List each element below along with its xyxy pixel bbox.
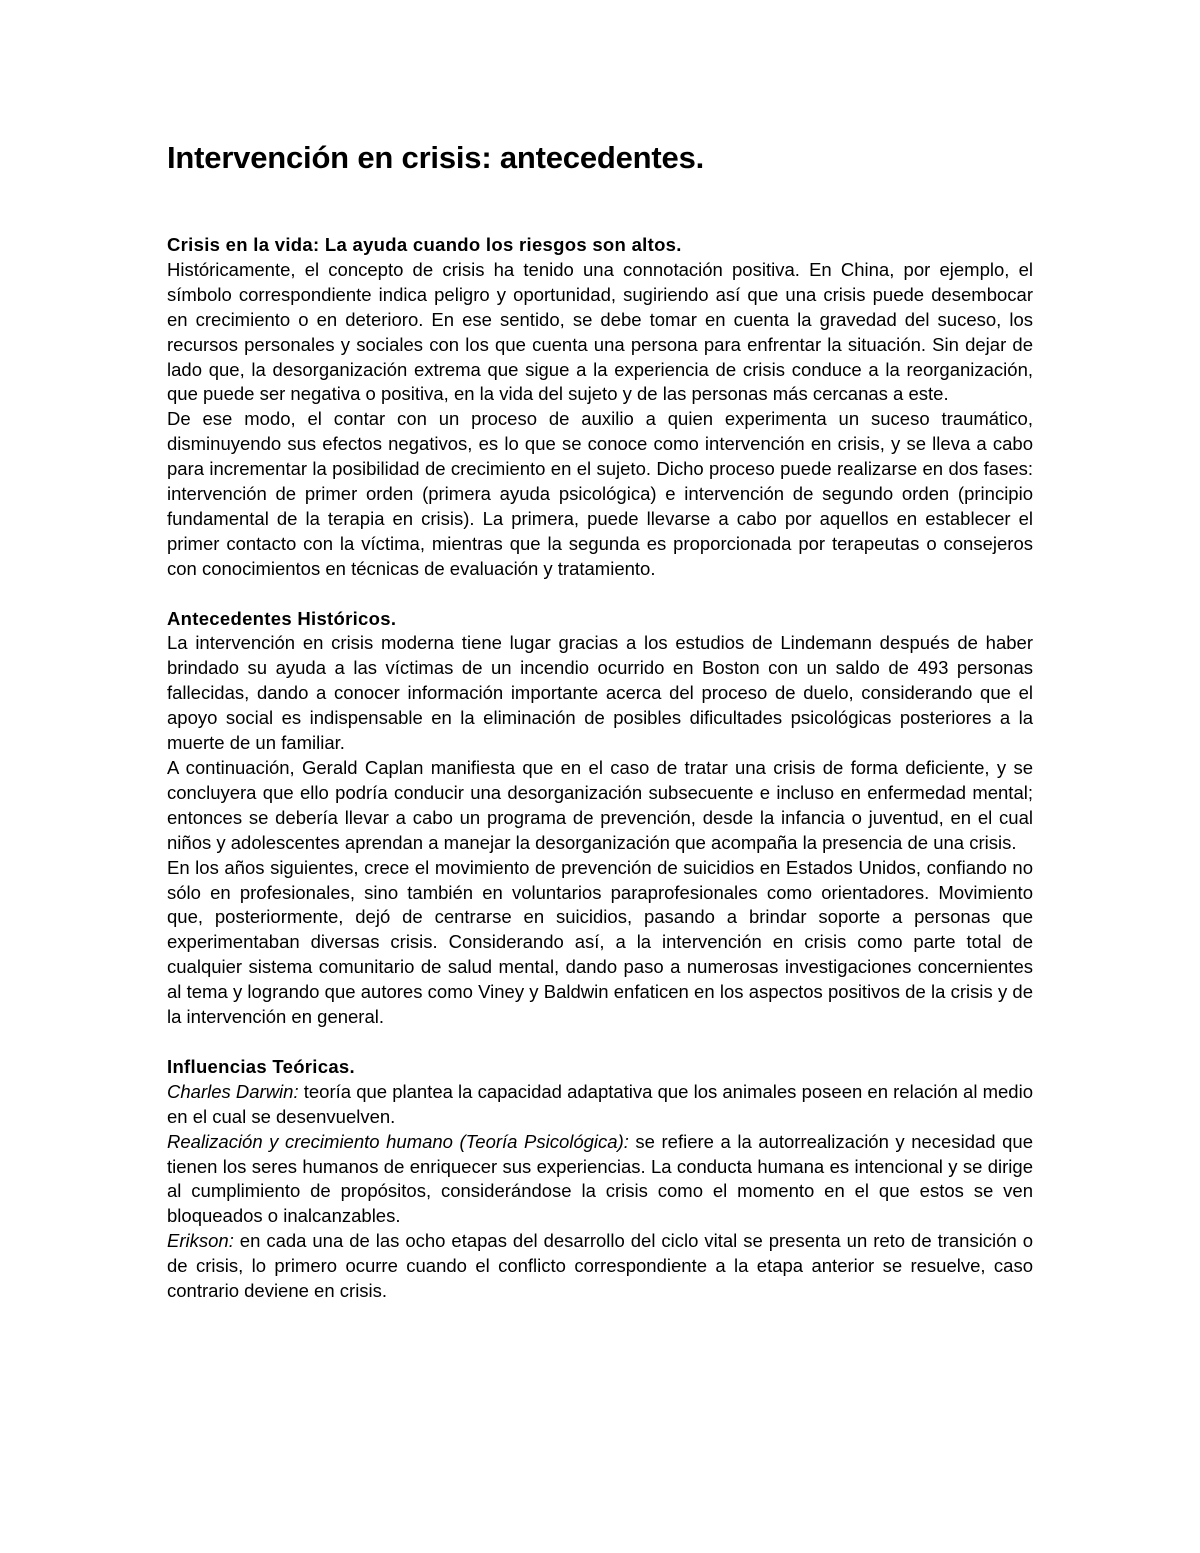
- influence-term: Realización y crecimiento humano (Teoría Psicológica):: [167, 1130, 629, 1152]
- paragraph: A continuación, Gerald Caplan manifiesta que en el caso de tratar una crisis de forma deficiente, y se concluyera que ello podría conducir una desorganización subsecuente e incluso en enfermedad mental; entonces se debería llevar a cabo un programa de prevención, desde la infancia o juventud, en el cual niños y adolescentes aprendan a manejar la desorganización que acompaña la presencia de una crisis.: [167, 757, 1033, 853]
- section-heading: Crisis en la vida: La ayuda cuando los riesgos son altos.: [167, 234, 682, 255]
- influence-description: en cada una de las ocho etapas del desarrollo del ciclo vital se presenta un reto de transición o de crisis, lo primero ocurre cuando el conflicto correspondiente a la etapa anterior se resuelve, caso contrario deviene en crisis.: [167, 1230, 1033, 1302]
- section-influencias-teoricas: [167, 1055, 1033, 1304]
- section-heading: Antecedentes Históricos.: [167, 607, 397, 629]
- paragraph: En los años siguientes, crece el movimiento de prevención de suicidios en Estados Unidos, confiando no sólo en profesionales, sino también en voluntarios paraprofesionales como orientadores. Movimiento que, posteriormente, dejó de centrarse en suicidios, pasando a brindar soporte a personas que experimentaban diversas crisis. Considerando así, a la intervención en crisis como parte total de cualquier sistema comunitario de salud mental, dando paso a numerosas investigaciones concernientes al tema y logrando que autores como Viney y Baldwin enfaticen en los aspectos positivos de la crisis y de la intervención en general.: [167, 856, 1033, 1028]
- paragraph: De ese modo, el contar con un proceso de auxilio a quien experimenta un suceso traumático, disminuyendo sus efectos negativos, es lo que se conoce como intervención en crisis, y se lleva a cabo para incrementar la posibilidad de crecimiento en el sujeto. Dicho proceso puede realizarse en dos fases: intervención de primer orden (primera ayuda psicológica) e intervención de segundo orden (principio fundamental de la terapia en crisis). La primera, puede llevarse a cabo por aquellos en establecer el primer contacto con la víctima, mientras que la segunda es proporcionada por terapeutas o consejeros con conocimientos en técnicas de evaluación y tratamiento.: [167, 408, 1033, 579]
- paragraph: Históricamente, el concepto de crisis ha tenido una connotación positiva. En China, por ejemplo, el símbolo correspondiente indica peligro y oportunidad, sugiriendo así que una crisis puede desembocar en crecimiento o en deterioro. En ese sentido, se debe tomar en cuenta la gravedad del suceso, los recursos personales y sociales con los que cuenta una persona para enfrentar la situación. Sin dejar de lado que, la desorganización extrema que sigue a la experiencia de crisis conduce a la reorganización, que puede ser negativa o positiva, en la vida del sujeto y de las personas más cercanas a este.: [167, 258, 1033, 405]
- document-title: Intervención en crisis: antecedentes.: [167, 140, 705, 175]
- section-crisis-en-la-vida: [167, 233, 1033, 582]
- influence-item-realizacion: [167, 1130, 1033, 1230]
- paragraph: La intervención en crisis moderna tiene lugar gracias a los estudios de Lindemann después de haber brindado su ayuda a las víctimas de un incendio ocurrido en Boston con un saldo de 493 personas fallecidas, dando a conocer información importante acerca del proceso de duelo, considerando que el apoyo social es indispensable en la eliminación de posibles dificultades psicológicas posteriores a la muerte de un familiar.: [167, 632, 1033, 754]
- influence-description: teoría que plantea la capacidad adaptativa que los animales poseen en relación al medio en el cual se desenvuelven.: [167, 1080, 1033, 1127]
- section-antecedentes-historicos: [167, 607, 1033, 1030]
- influence-item-erikson: [167, 1229, 1033, 1304]
- influence-item-darwin: [167, 1080, 1033, 1130]
- document-page: [167, 138, 1033, 1304]
- section-heading: Influencias Teóricas.: [167, 1055, 355, 1077]
- influence-term: Charles Darwin:: [167, 1080, 299, 1102]
- influence-term: Erikson:: [167, 1230, 234, 1252]
- influence-description: se refiere a la autorrealización y necesidad que tienen los seres humanos de enriquecer sus experiencias. La conducta humana es intencional y se dirige al cumplimiento de propósitos, considerándose la crisis como el momento en el que estos se ven bloqueados o inalcanzables.: [167, 1130, 1033, 1227]
